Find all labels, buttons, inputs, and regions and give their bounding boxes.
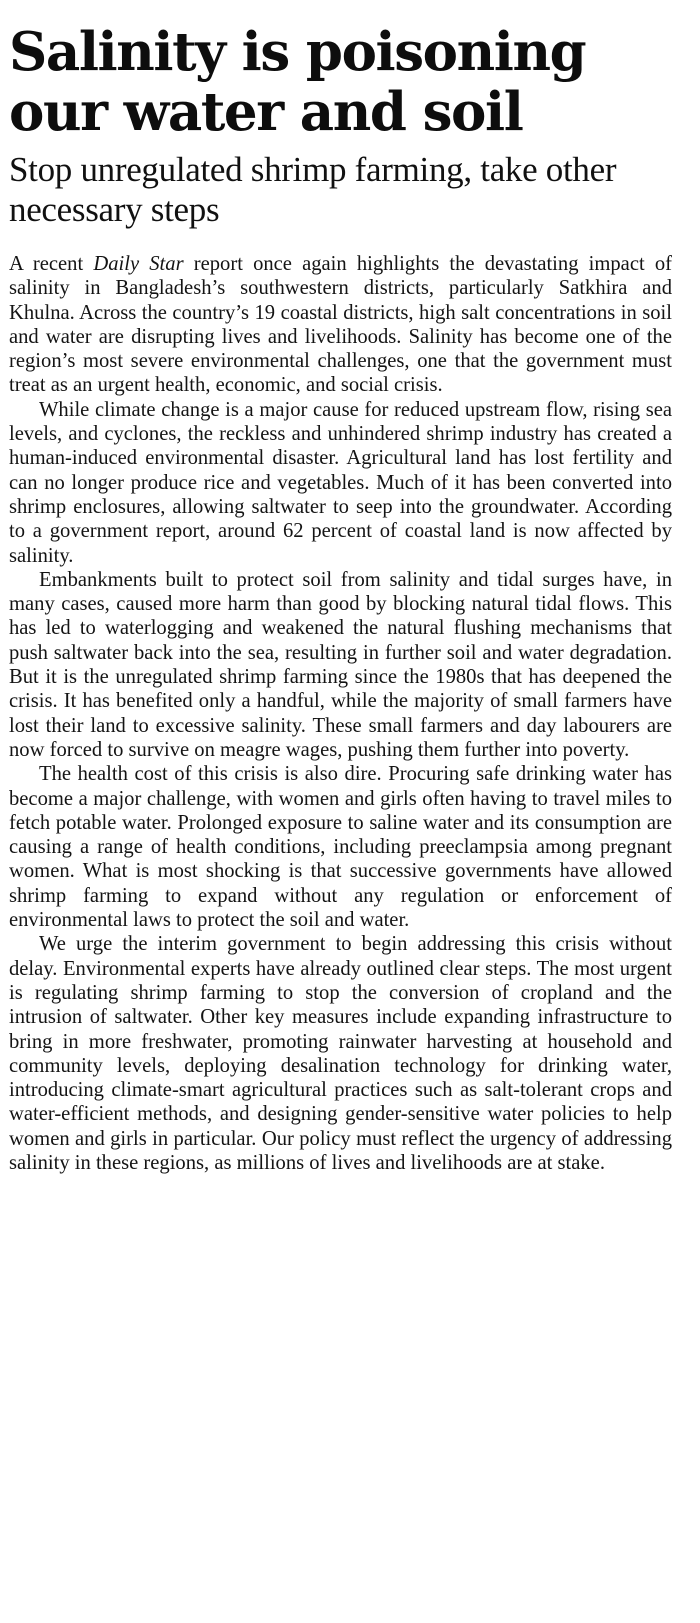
article-body	[9, 252, 672, 1175]
paragraph-4: The health cost of this crisis is also dire. Procuring safe drinking water has become a major challenge, with women and girls often having to travel miles to fetch potable water. Prolonged exposure to saline water and its consumption are causing a range of health conditions, including preeclampsia among pregnant women. What is most shocking is that successive governments have allowed shrimp farming to expand without any regulation or enforcement of environmental laws to protect the soil and water.	[9, 763, 672, 932]
paragraph-1-lead: A recent	[9, 253, 94, 275]
headline: Salinity is poisoning our water and soil	[9, 21, 586, 143]
paragraph-5: We urge the interim government to begin addressing this crisis without delay. Environmental experts have already outlined clear steps. The most urgent is regulating shrimp farming to stop the conversion of cropland and the intrusion of saltwater. Other key measures include expanding infrastructure to bring in more freshwater, promoting rainwater harvesting at household and community levels, deploying desalination technology for drinking water, introducing climate-smart agricultural practices such as salt-tolerant crops and water-efficient methods, and designing gender-sensitive water policies to help women and girls in particular. Our policy must reflect the urgency of addressing salinity in these regions, as millions of lives and livelihoods are at stake.	[9, 933, 672, 1174]
paragraph-1	[9, 252, 672, 398]
subheadline: Stop unregulated shrimp farming, take other necessary steps	[9, 150, 617, 229]
paragraph-2: While climate change is a major cause for reduced upstream flow, rising sea levels, and cyclones, the reckless and unhindered shrimp industry has created a human-induced environmental disaster. Agricultural land has lost fertility and can no longer produce rice and vegetables. Much of it has been converted into shrimp enclosures, allowing saltwater to seep into the groundwater. According to a government report, around 62 percent of coastal land is now affected by salinity.	[9, 398, 672, 567]
publication-name: Daily Star	[93, 253, 184, 275]
paragraph-1-rest: report once again highlights the devastating impact of salinity in Bangladesh’s southwestern districts, particularly Satkhira and Khulna. Across the country’s 19 coastal districts, high salt concentrations in soil and water are disrupting lives and livelihoods. Salinity has become one of the region’s most severe environmental challenges, one that the government must treat as an urgent health, economic, and social crisis.	[9, 253, 672, 397]
paragraph-3: Embankments built to protect soil from salinity and tidal surges have, in many cases, caused more harm than good by blocking natural tidal flows. This has led to waterlogging and weakened the natural flushing mechanisms that push saltwater back into the sea, resulting in further soil and water degradation. But it is the unregulated shrimp farming since the 1980s that has deepened the crisis. It has benefited only a handful, while the majority of small farmers have lost their land to excessive salinity. These small farmers and day labourers are now forced to survive on meagre wages, pushing them further into poverty.	[9, 568, 672, 761]
